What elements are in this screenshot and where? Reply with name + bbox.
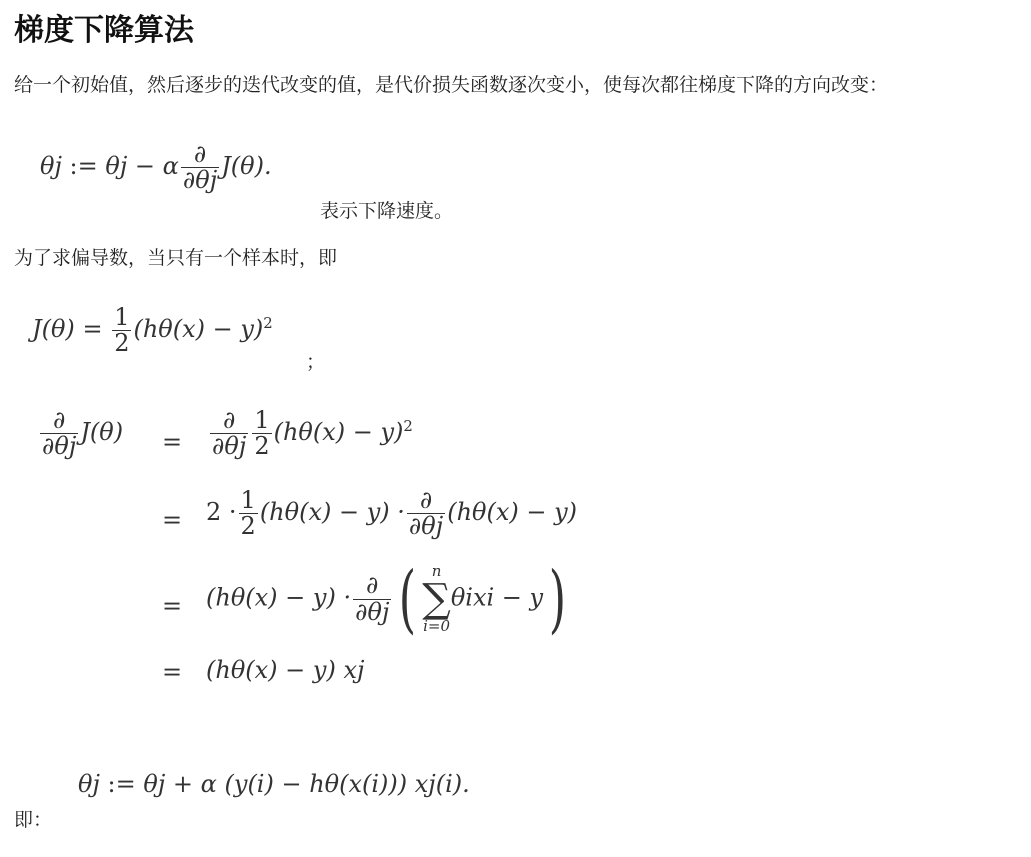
partial-fraction	[181, 142, 219, 193]
equals-sign: =	[82, 315, 103, 344]
final-assign: :=	[107, 770, 136, 798]
right-big-paren: )	[548, 556, 567, 642]
page-title: 梯度下降算法	[14, 13, 194, 48]
derivation-line-4: (hθ(x) − y) xj	[206, 656, 365, 684]
half-denominator: 2	[114, 329, 130, 358]
line1-body: (hθ(x) − y)	[273, 418, 404, 447]
sum-upper-limit: n	[431, 562, 442, 580]
alpha-note: 表示下降速度。	[320, 200, 454, 222]
assign-operator: :=	[69, 152, 98, 181]
final-theta: θj	[143, 770, 166, 798]
derivation-equals-1: =	[162, 428, 183, 456]
derivation-lhs	[38, 408, 123, 459]
derivation-line-2	[206, 488, 577, 539]
derivation-equals-4: =	[162, 658, 183, 686]
line1-half-denominator: 2	[254, 432, 270, 461]
line2-tail: (hθ(x) − y)	[447, 498, 578, 527]
partial-denominator: ∂θj	[182, 166, 218, 195]
final-body: (y(i) − hθ(x(i))) xj(i).	[224, 770, 470, 798]
final-update-formula	[78, 770, 470, 798]
summation	[422, 564, 451, 634]
line3-partial-numerator: ∂	[366, 571, 379, 600]
line2-half-numerator: 1	[240, 486, 256, 514]
cost-lhs: J(θ)	[32, 315, 75, 344]
cost-body: (hθ(x) − y)	[133, 315, 264, 344]
derivation-equals-3: =	[162, 592, 183, 620]
plus-operator: +	[172, 770, 194, 798]
semicolon: ；	[306, 351, 326, 373]
derivative-intro: 为了求偏导数，当只有一个样本时，即	[14, 247, 338, 269]
sum-lower-limit: i=0	[423, 617, 450, 635]
update-lhs: θj	[40, 152, 62, 181]
line1-partial-numerator: ∂	[222, 406, 236, 434]
derivation-line-1	[208, 408, 413, 459]
lhs-partial-numerator: ∂	[52, 406, 66, 434]
line2-half-denominator: 2	[240, 512, 256, 541]
update-theta: θj	[105, 152, 128, 181]
line2-coefficient: 2 ·	[206, 498, 237, 527]
half-fraction	[112, 305, 131, 356]
line2-half-fraction	[239, 488, 258, 539]
alpha-symbol: α	[162, 152, 179, 181]
derivation-line-3	[206, 556, 572, 642]
sum-symbol: ∑	[422, 576, 451, 622]
update-rule-formula	[40, 142, 272, 193]
cost-function: J(θ).	[221, 152, 272, 181]
line1-power: 2	[403, 417, 413, 436]
lhs-function: J(θ)	[80, 418, 124, 447]
cost-definition-formula	[32, 305, 273, 356]
line2-partial-numerator: ∂	[419, 486, 433, 514]
final-alpha: α	[200, 770, 217, 798]
minus-operator: −	[134, 152, 156, 181]
line3-sum-body: θixi − y	[450, 583, 544, 612]
line1-half-fraction	[252, 408, 271, 459]
half-numerator: 1	[114, 303, 130, 331]
line3-partial-denominator: ∂θj	[355, 597, 390, 626]
line1-partial-denominator: ∂θj	[212, 432, 247, 461]
line3-partial-fraction	[353, 573, 391, 624]
intro-paragraph: 给一个初始值，然后逐步的迭代改变的值，是代价损失函数逐次变小，使每次都往梯度下降的方向改变：	[14, 74, 889, 96]
left-big-paren: (	[399, 556, 417, 642]
line1-half-numerator: 1	[254, 406, 270, 434]
conclusion-label: 即：	[14, 809, 53, 831]
partial-numerator: ∂	[193, 140, 207, 168]
line2-partial-fraction	[407, 488, 445, 539]
lhs-partial-fraction	[40, 408, 78, 459]
cost-power: 2	[263, 314, 273, 333]
final-lhs: θj	[78, 770, 100, 798]
line2-body: (hθ(x) − y) ·	[259, 498, 405, 527]
derivation-equals-2: =	[162, 506, 183, 534]
line2-partial-denominator: ∂θj	[408, 512, 444, 541]
line1-partial-fraction	[210, 408, 248, 459]
lhs-partial-denominator: ∂θj	[42, 432, 77, 461]
line3-body: (hθ(x) − y) ·	[206, 583, 352, 612]
